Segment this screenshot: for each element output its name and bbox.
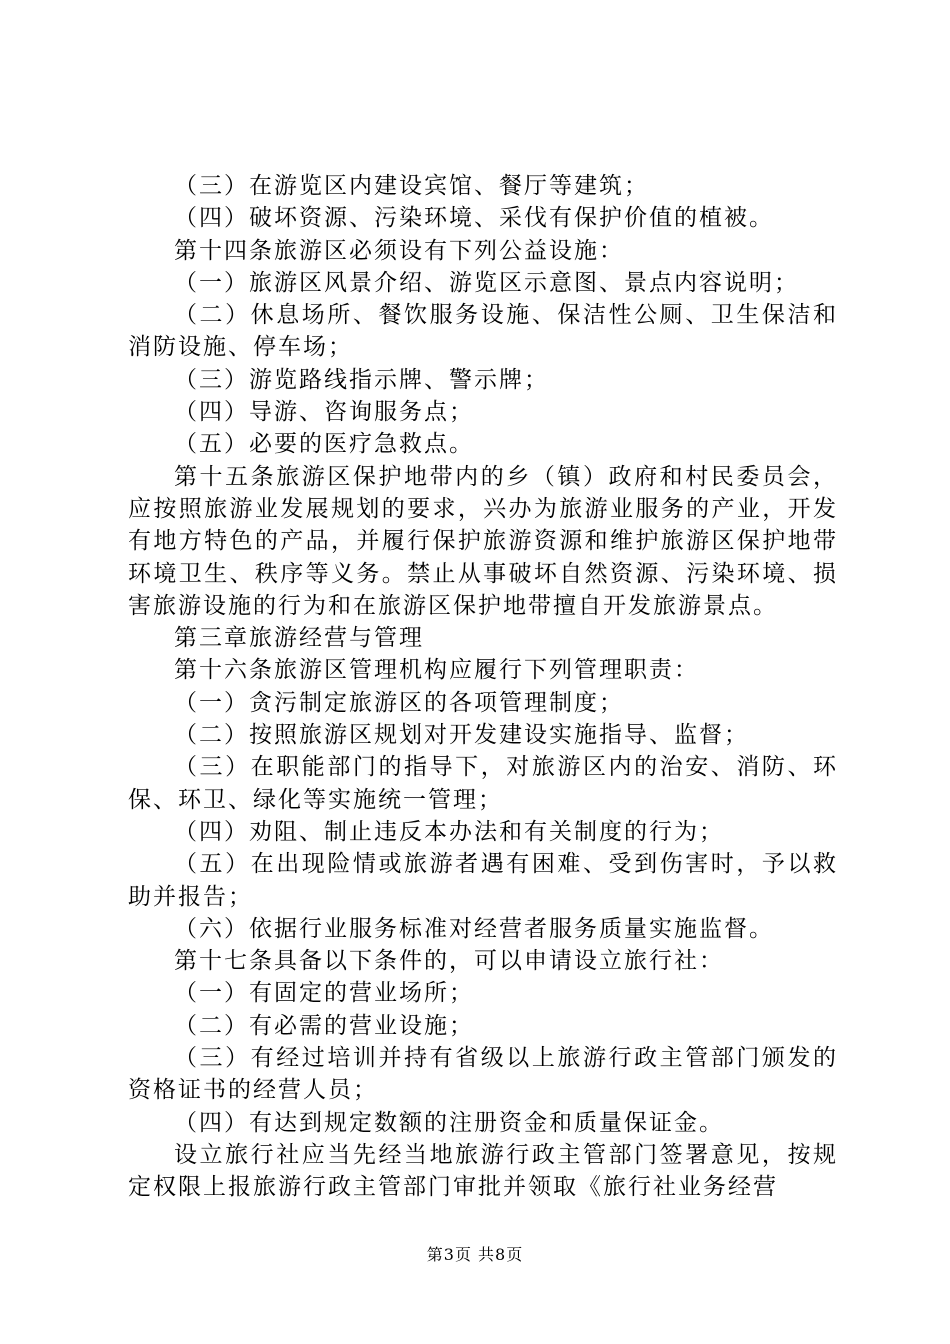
document-body (128, 170, 838, 1204)
paragraph: （三）在游览区内建设宾馆、餐厅等建筑； (174, 173, 649, 199)
paragraph: 设立旅行社应当先经当地旅游行政主管部门签署意见，按规定权限上报旅游行政主管部门审批并领取《旅行社业务经营 (128, 1141, 838, 1201)
paragraph: （三）在职能部门的指导下，对旅游区内的治安、消防、环保、环卫、绿化等实施统一管理； (128, 754, 838, 813)
paragraph: （五）必要的医疗急救点。 (174, 431, 474, 458)
paragraph: （六）依据行业服务标准对经营者服务质量实施监督。 (174, 915, 774, 942)
paragraph: （一）有固定的营业场所； (174, 980, 474, 1007)
paragraph: （三）有经过培训并持有省级以上旅游行政主管部门颁发的资格证书的经营人员； (128, 1045, 838, 1104)
paragraph: （二）休息场所、餐饮服务设施、保洁性公厕、卫生保洁和消防设施、停车场； (128, 302, 838, 361)
paragraph: （二）按照旅游区规划对开发建设实施指导、监督； (174, 722, 749, 749)
chapter-heading: 第三章旅游经营与管理 (174, 625, 424, 652)
paragraph: （一）贪污制定旅游区的各项管理制度； (174, 689, 624, 716)
paragraph: （四）导游、咨询服务点； (174, 399, 474, 426)
page-footer (0, 1242, 950, 1265)
paragraph: 第十六条旅游区管理机构应履行下列管理职责： (174, 657, 699, 684)
paragraph: 第十四条旅游区必须设有下列公益设施： (174, 237, 624, 264)
paragraph: （二）有必需的营业设施； (174, 1012, 474, 1039)
paragraph: （四）劝阻、制止违反本办法和有关制度的行为； (174, 818, 724, 845)
paragraph: （一）旅游区风景介绍、游览区示意图、景点内容说明； (174, 269, 799, 296)
paragraph: （四）破坏资源、污染环境、采伐有保护价值的植被。 (174, 205, 774, 232)
paragraph: （三）游览路线指示牌、警示牌； (174, 366, 549, 393)
paragraph: 第十五条旅游区保护地带内的乡（镇）政府和村民委员会，应按照旅游业发展规划的要求，兴办为旅游业服务的产业，开发有地方特色的产品，并履行保护旅游资源和维护旅游区保护地带环境卫生、秩序等义务。禁止从事破坏自然资源、污染环境、损害旅游设施的行为和在旅游区保护地带擅自开发旅游景点。 (128, 463, 838, 619)
paragraph: （五）在出现险情或旅游者遇有困难、受到伤害时，予以救助并报告； (128, 851, 838, 910)
paragraph: 第十七条具备以下条件的，可以申请设立旅行社： (174, 948, 724, 975)
page-number-label: 第3页 共8页 (426, 1245, 524, 1264)
paragraph: （四）有达到规定数额的注册资金和质量保证金。 (174, 1109, 724, 1136)
